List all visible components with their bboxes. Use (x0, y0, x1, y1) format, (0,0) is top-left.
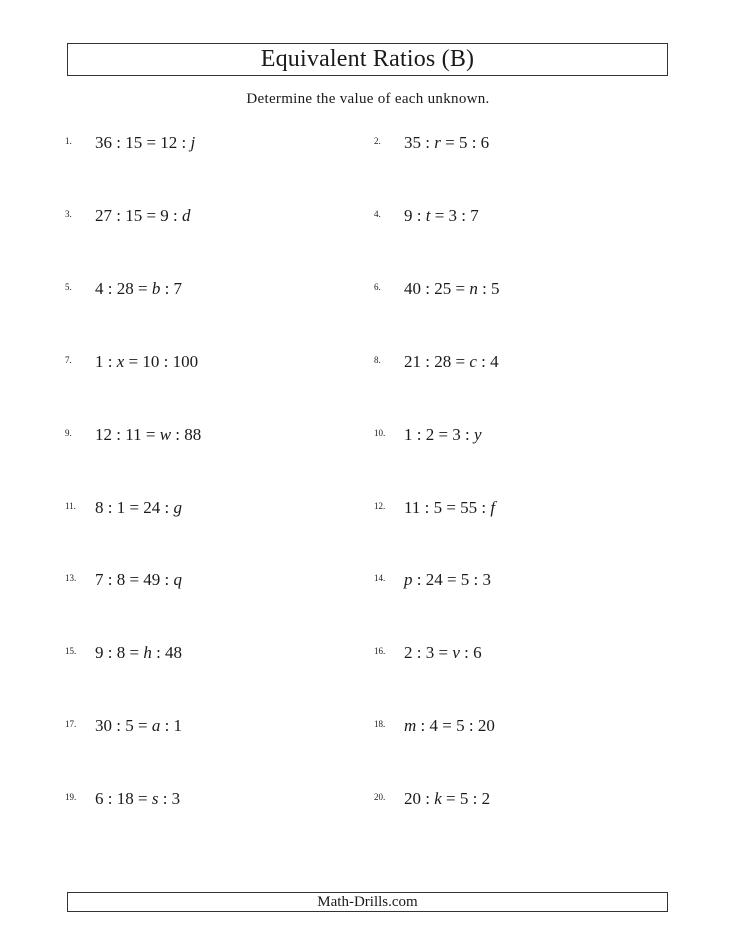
problem-number: 16. (374, 646, 386, 657)
equation-part: : 4 (476, 351, 499, 371)
equation-part: 30 : 5 = (95, 716, 152, 736)
problem-item (374, 425, 482, 449)
problem-number: 20. (374, 792, 386, 803)
worksheet-title: Equivalent Ratios (B) (260, 46, 475, 72)
problem-equation (404, 352, 499, 372)
problem-item (65, 716, 182, 740)
worksheet-title-box (67, 43, 668, 76)
unknown-variable: d (182, 205, 191, 225)
problem-number: 14. (374, 573, 386, 584)
problem-number: 9. (65, 427, 72, 438)
unknown-variable: t (425, 205, 431, 225)
unknown-variable: k (434, 789, 442, 809)
problem-equation (95, 279, 182, 299)
equation-part: : 5 (477, 278, 500, 298)
problem-item (65, 789, 180, 813)
unknown-variable: p (404, 570, 413, 590)
footer-box (67, 892, 668, 912)
equation-part: 20 : (404, 789, 435, 809)
problem-equation (95, 133, 195, 153)
problem-number: 8. (374, 354, 381, 365)
instructions: Determine the value of each unknown. (246, 91, 490, 107)
unknown-variable: j (190, 133, 196, 152)
problem-item (374, 643, 482, 667)
problem-equation (404, 425, 482, 445)
problem-equation (95, 206, 191, 226)
problem-equation (404, 498, 495, 518)
unknown-variable: n (469, 278, 478, 298)
problem-item (374, 498, 495, 522)
problem-number: 10. (374, 427, 386, 438)
equation-part: = 3 : 7 (430, 205, 479, 225)
equation-part: 1 : (95, 351, 117, 371)
problem-equation (95, 789, 180, 809)
equation-part: : 4 = 5 : 20 (416, 716, 495, 736)
equation-part: 12 : 11 = (95, 424, 160, 444)
equation-part: = 5 : 2 (441, 789, 491, 809)
problem-item (65, 206, 191, 230)
problem-item (65, 352, 198, 376)
problem-equation (404, 570, 491, 590)
problem-item (374, 352, 499, 376)
problem-number: 3. (65, 208, 72, 219)
problem-equation (404, 716, 495, 736)
equation-part: 6 : 18 = (95, 789, 152, 809)
unknown-variable: w (159, 424, 172, 444)
unknown-variable: h (143, 643, 152, 663)
problem-number: 12. (374, 500, 386, 511)
problem-number: 17. (65, 719, 77, 730)
problem-item (374, 279, 500, 303)
problem-number: 1. (65, 136, 72, 146)
equation-part: : 7 (160, 278, 183, 298)
equation-part: 2 : 3 = (404, 643, 453, 663)
unknown-variable: a (151, 716, 161, 736)
problem-number: 18. (374, 719, 386, 730)
problem-number: 6. (374, 281, 381, 292)
problem-item (65, 643, 182, 667)
unknown-variable: c (469, 351, 477, 371)
problem-item (374, 206, 479, 230)
problem-item (374, 716, 495, 740)
problem-item (374, 133, 489, 157)
unknown-variable: r (434, 133, 441, 152)
problem-equation (95, 643, 182, 663)
problem-equation (95, 498, 182, 518)
unknown-variable: g (173, 497, 183, 517)
equation-part: : 6 (459, 643, 482, 663)
equation-part: 40 : 25 = (404, 278, 470, 298)
problem-equation (95, 716, 182, 736)
problem-equation (404, 206, 479, 226)
equation-part: : 88 (171, 424, 202, 444)
unknown-variable: m (404, 716, 417, 736)
problem-equation (95, 425, 201, 445)
problem-equation (404, 279, 500, 299)
equation-part: 8 : 1 = 24 : (95, 497, 174, 517)
equation-part: 4 : 28 = (95, 278, 152, 298)
problem-number: 19. (65, 792, 77, 803)
equation-part: : 3 (158, 789, 181, 809)
problem-number: 5. (65, 281, 72, 292)
unknown-variable: x (116, 351, 125, 371)
equation-part: = 5 : 6 (440, 133, 490, 152)
problem-item (374, 789, 490, 813)
problem-number: 2. (374, 136, 381, 146)
equation-part: : 1 (160, 716, 183, 736)
equation-part: 7 : 8 = 49 : (95, 570, 174, 590)
problem-number: 13. (65, 573, 77, 584)
problem-equation (404, 643, 482, 663)
problem-number: 7. (65, 354, 72, 365)
problem-item (65, 425, 201, 449)
problem-number: 11. (65, 500, 76, 511)
equation-part: 27 : 15 = 9 : (95, 205, 183, 225)
unknown-variable: v (452, 643, 460, 663)
problem-item (65, 570, 182, 594)
problem-item (374, 570, 491, 594)
equation-part: 1 : 2 = 3 : (404, 424, 475, 444)
equation-part: : 48 (151, 643, 183, 663)
problem-number: 15. (65, 646, 77, 657)
problem-equation (404, 789, 490, 809)
problem-item (65, 498, 182, 522)
problem-equation (95, 570, 182, 590)
problem-equation (95, 352, 198, 372)
unknown-variable: q (173, 570, 183, 590)
unknown-variable: b (151, 278, 161, 298)
equation-part: 35 : (404, 133, 435, 152)
problem-item (65, 279, 182, 303)
equation-part: 11 : 5 = 55 : (404, 497, 491, 517)
problem-number: 4. (374, 208, 381, 219)
footer-site: Math-Drills.com (317, 893, 418, 910)
problem-item (65, 133, 195, 157)
equation-part: 9 : (404, 205, 426, 225)
equation-part: 36 : 15 = 12 : (95, 133, 191, 152)
unknown-variable: s (151, 789, 159, 809)
problem-equation (404, 133, 489, 153)
unknown-variable: f (490, 497, 496, 517)
equation-part: = 10 : 100 (124, 351, 199, 371)
equation-part: : 24 = 5 : 3 (412, 570, 492, 590)
unknown-variable: y (474, 424, 482, 444)
equation-part: 9 : 8 = (95, 643, 144, 663)
equation-part: 21 : 28 = (404, 351, 470, 371)
